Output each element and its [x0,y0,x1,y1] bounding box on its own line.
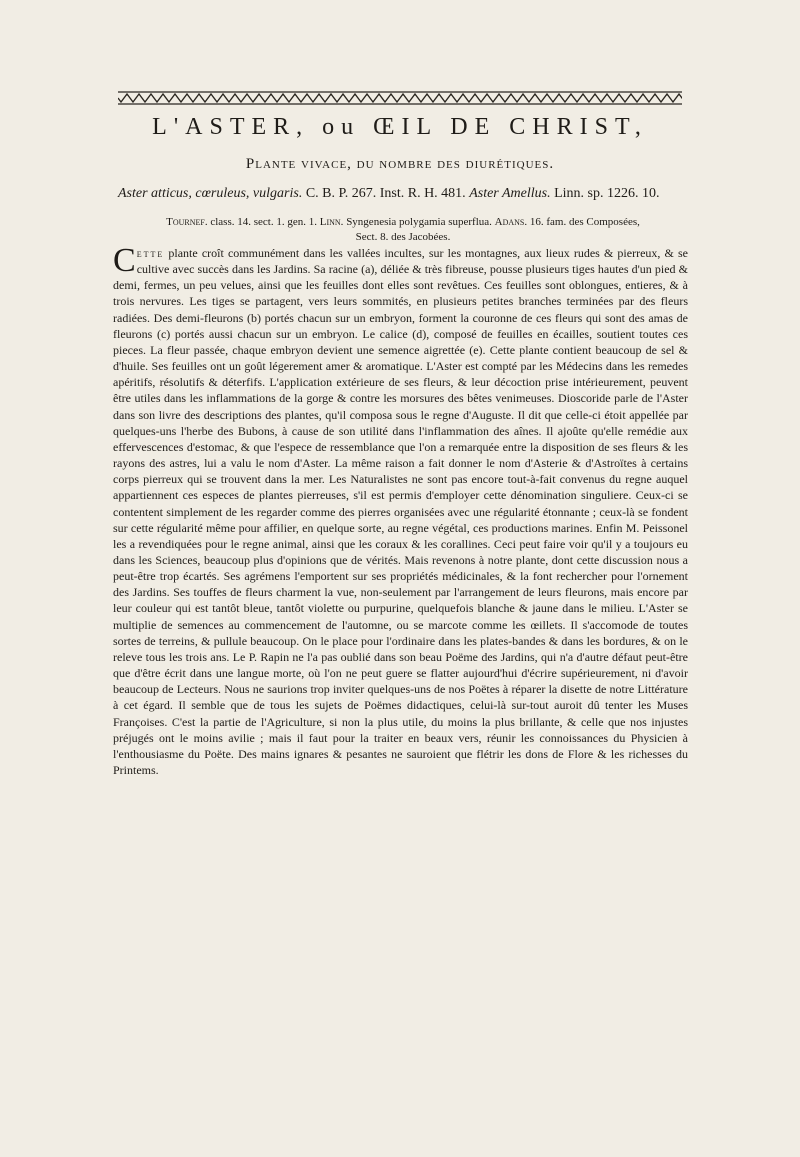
synonym-name-1: Aster atticus, cœruleus, vulgaris. [118,186,303,201]
synonym-ref-1: C. B. P. 267. Inst. R. H. 481. [305,186,466,201]
classification-tournefort: class. 14. sect. 1. gen. 1. [210,216,317,228]
ornamental-border [118,90,682,106]
drop-cap: C [113,242,136,279]
synonyms-line [118,186,688,202]
classification-line-1 [118,215,688,230]
classification-linne: Syngenesia polygamia superflua. [346,216,492,228]
page-title: L'ASTER, ou ŒIL DE CHRIST, [152,114,648,140]
paragraph-text: plante croît communément dans les vallées incultes, sur les montagnes, aux lieux rudes & pierreux, & se cultive avec succès dans les Jardins. Sa racine (a), déliée & très fibreuse, pousse plusieurs tiges hautes d'un pied & demi, fermes, un peu velues, ainsi que les feuilles dont elles sont revêtues. Ces feuilles sont oblongues, entieres, & à trois nervures. Les tiges se partagent, vers leurs sommités, en plusieurs petites branches terminées par des fleurs radiées. Des demi-fleurons (b) portés chacun sur un embryon, forment la couronne de ces fleurs qui sont des amas de fleurons (c) portés aussi chacun sur un embryon. Le calice (d), composé de feuilles en écailles, soutient toutes ces pieces. La fleur passée, chaque embryon devient une semence aigrettée (e). Cette plante contient beaucoup de sel & d'huile. Ses feuilles ont un goût légerement amer & aromatique. L'Aster est compté par les Médecins dans les remedes apéritifs, résolutifs & déterfifs. L'application extérieure de ses fleurs, & leur décoction prise intérieurement, peuvent être utiles dans les inflammations de la gorge & contre les morsures des bêtes venimeuses. Dioscoride parle de l'Aster dans son livre des descriptions des plantes, qu'il composa sous le regne d'Auguste. Il dit que celle-ci étoit appellée par quelques-uns l'herbe des Bubons, à cause de son utilité dans l'inflammation des aînes. Il ajoûte qu'elle remédie aux effervescences d'estomac, & que l'espece de ressemblance que l'on a remarquée entre la disposition de ses fleurs & les rayons des astres, lui a valu le nom d'Aster. La même raison a fait donner le nom d'Asterie & d'Astroïtes à certains corps pierreux qui se trouvent dans la mer. Les Naturalistes ne sont pas encore tout-à-fait convenus du regne auquel appartiennent ces especes de plantes pierreuses, s'il est permis d'employer cette dénomination singuliere. Ceux-ci se contentent simplement de les regarder comme des pierres organisées avec une régularité étonnante ; ceux-là se fondent sur cette régularité même pour affilier, en quelque sorte, au regne végétal, ces productions marines. Enfin M. Peissonel les a revendiquées pour le regne animal, ainsi que les coraux & les corallines. Ceci peut faire voir qu'il y a toujours eu dans les Sciences, beaucoup plus d'opinions que de vérités. Mais revenons à notre plante, dont cette discussion nous a peut-être trop écartés. Ses agrémens l'emportent sur ses propriétés médicinales, & la font rechercher pour l'ornement des Jardins. Ses touffes de fleurs charment la vue, non-seulement par l'arrangement de leurs fleurons, mais encore par leur couleur qui est tantôt bleue, tantôt violette ou purpurine, quelquefois blanche & jaune dans le milieu. L'Aster se multiplie de semences au commencement de l'automne, ou se marcote comme les œillets. Il s'accomode de toutes sortes de terreins, & pullule beaucoup. On le place pour l'ordinaire dans les plates-bandes & dans les bordures, & on le releve tous les trois ans. Le P. Rapin ne l'a pas oublié dans son beau Poëme des Jardins, qui n'a d'autre défaut peut-être que d'être écrit dans une langue morte, où l'on ne peut guere se flatter aujourd'hui d'écrire supérieurement, ni d'avoir beaucoup de Lecteurs. Nous ne saurions trop inviter quelques-uns de nos Poëtes à réparer la disette de notre Littérature à cet égard. Il semble que de tous les sujets de Poëmes didactiques, celui-là sur-tout auroit dû tenter les Muses Françoises. C'est la partie de l'Agriculture, si non la plus utile, du moins la plus brillante, & celle que nos injustes préjugés ont le moins avilie ; mais il faut pour la traiter en beaux vers, réunir les connoissances du Physicien à l'enthousiasme du Poëte. Des mains ignares & pesantes ne sauroient que flétrir les dons de Flore & les richesses du Printems. [113,246,688,777]
author-linne: Linn. [319,216,344,228]
page-subtitle: Plante vivace, du nombre des diurétiques. [245,156,555,172]
classification-adanson: 16. fam. des Composées, [529,216,640,228]
synonym-ref-2: Linn. sp. 1226. 10. [554,186,660,201]
author-adanson: Adans. [494,216,528,228]
classification [118,215,688,245]
lead-word: ette [136,246,165,260]
author-tournefort: Tournef. [166,216,208,228]
synonym-name-2: Aster Amellus. [469,186,551,201]
classification-line-2: Sect. 8. des Jacobées. [355,231,451,243]
body-text [113,242,688,778]
body-paragraph [113,242,688,778]
